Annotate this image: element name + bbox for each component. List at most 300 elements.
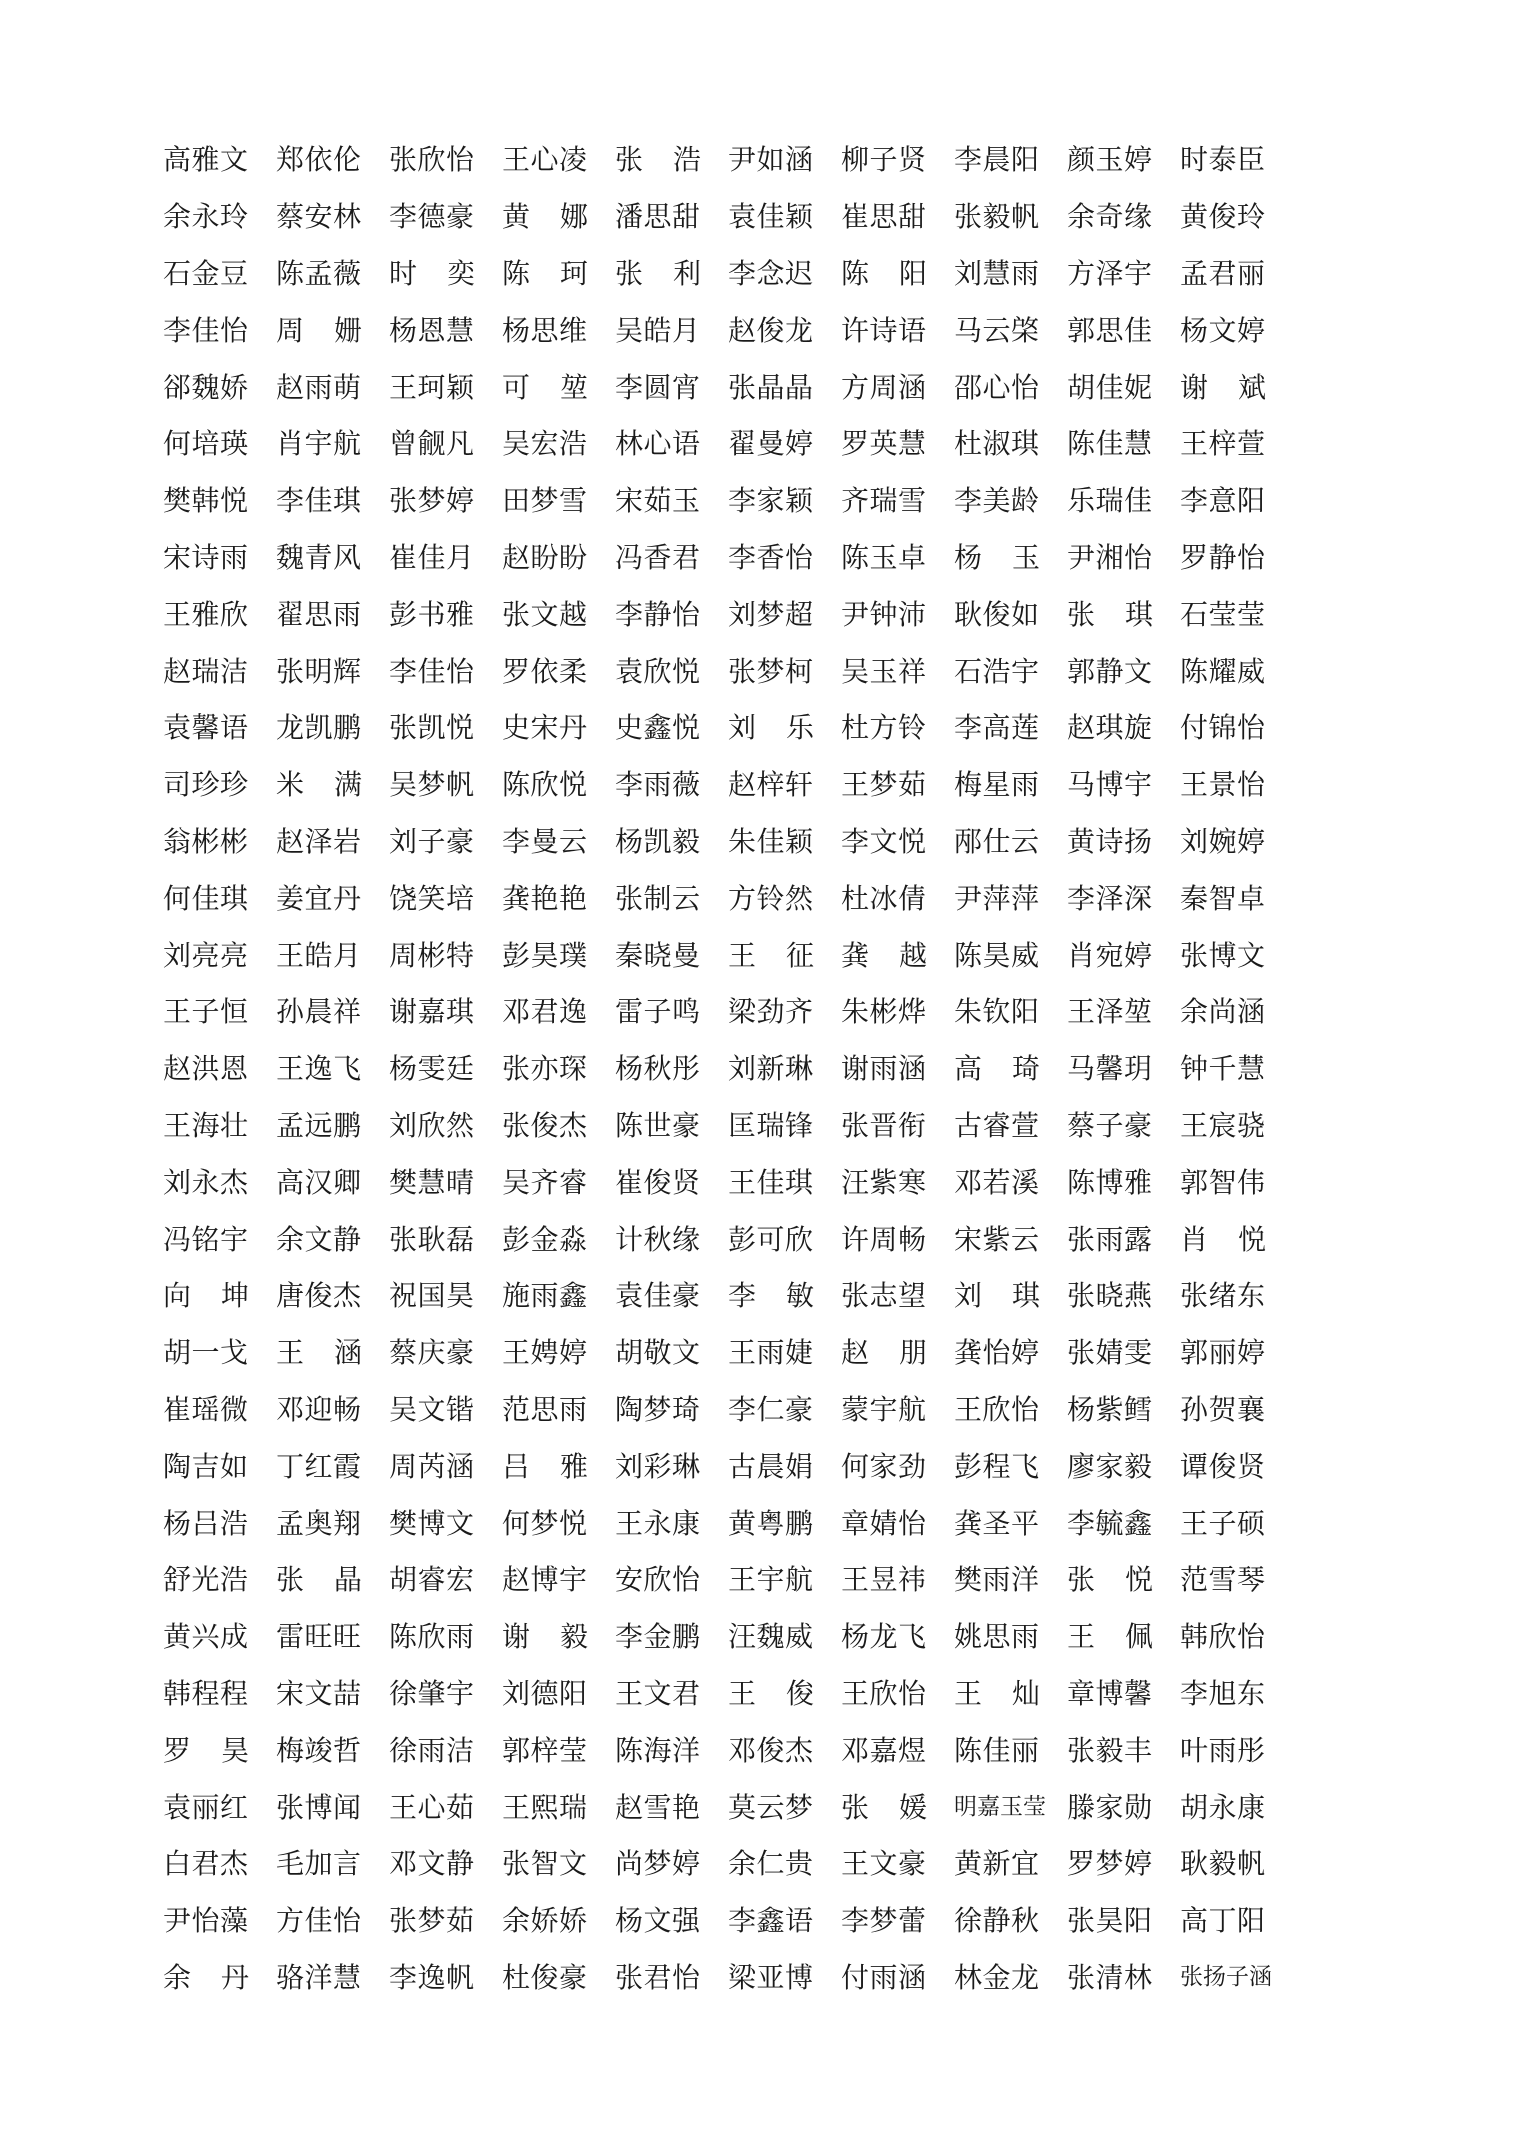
name-cell: 吴玉祥 bbox=[841, 654, 927, 688]
name-cell: 张昊阳 bbox=[1067, 1904, 1153, 1938]
name-cell: 邓迎畅 bbox=[276, 1392, 362, 1426]
name-cell: 刘欣然 bbox=[389, 1108, 475, 1142]
name-cell: 李佳琪 bbox=[276, 484, 362, 518]
name-cell: 杨龙飞 bbox=[841, 1620, 927, 1654]
name-cell: 肖悦 bbox=[1180, 1222, 1297, 1256]
name-cell: 袁丽红 bbox=[163, 1790, 249, 1824]
name-cell: 张媛 bbox=[841, 1790, 958, 1824]
name-cell: 袁馨语 bbox=[163, 711, 249, 745]
name-cell: 颜玉婷 bbox=[1067, 143, 1153, 177]
name-cell: 李泽深 bbox=[1067, 881, 1153, 915]
name-cell: 赵琪旋 bbox=[1067, 711, 1153, 745]
name-cell: 翟曼婷 bbox=[728, 427, 814, 461]
name-cell: 王心茹 bbox=[389, 1790, 475, 1824]
name-cell: 雷旺旺 bbox=[276, 1620, 362, 1654]
name-row bbox=[163, 1098, 1293, 1155]
name-cell: 范雪琴 bbox=[1180, 1563, 1266, 1597]
name-cell: 刘乐 bbox=[728, 711, 845, 745]
name-cell: 邓嘉煜 bbox=[841, 1733, 927, 1767]
name-cell: 石浩宇 bbox=[954, 654, 1040, 688]
name-cell: 尹钟沛 bbox=[841, 597, 927, 631]
name-row bbox=[163, 1609, 1293, 1666]
name-cell: 王宸骁 bbox=[1180, 1108, 1266, 1142]
name-cell: 尚梦婷 bbox=[615, 1847, 701, 1881]
name-cell: 高丁阳 bbox=[1180, 1904, 1266, 1938]
name-cell: 汪魏威 bbox=[728, 1620, 814, 1654]
name-cell: 张雨露 bbox=[1067, 1222, 1153, 1256]
name-cell: 李梦蕾 bbox=[841, 1904, 927, 1938]
name-cell: 孟远鹏 bbox=[276, 1108, 362, 1142]
name-cell: 邴仕云 bbox=[954, 824, 1040, 858]
name-cell: 王佩 bbox=[1067, 1620, 1184, 1654]
name-cell: 李美龄 bbox=[954, 484, 1040, 518]
name-cell: 肖宛婷 bbox=[1067, 938, 1153, 972]
name-cell: 刘梦超 bbox=[728, 597, 814, 631]
name-cell: 彭昊璞 bbox=[502, 938, 588, 972]
name-cell: 彭金淼 bbox=[502, 1222, 588, 1256]
name-cell: 王熙瑞 bbox=[502, 1790, 588, 1824]
name-cell: 罗依柔 bbox=[502, 654, 588, 688]
name-cell: 方佳怡 bbox=[276, 1904, 362, 1938]
name-cell: 罗梦婷 bbox=[1067, 1847, 1153, 1881]
name-cell: 杨思维 bbox=[502, 313, 588, 347]
name-cell: 冯香君 bbox=[615, 540, 701, 574]
name-cell: 王子硕 bbox=[1180, 1506, 1266, 1540]
name-cell: 刘永杰 bbox=[163, 1165, 249, 1199]
name-cell: 邓君逸 bbox=[502, 995, 588, 1029]
name-cell: 叶雨彤 bbox=[1180, 1733, 1266, 1767]
name-cell: 陶梦琦 bbox=[615, 1392, 701, 1426]
name-cell: 姜宜丹 bbox=[276, 881, 362, 915]
name-cell: 王昱祎 bbox=[841, 1563, 927, 1597]
name-cell: 明嘉玉莹 bbox=[954, 1794, 1046, 1820]
name-cell: 张君怡 bbox=[615, 1960, 701, 1994]
name-cell: 陶吉如 bbox=[163, 1449, 249, 1483]
name-cell: 方铃然 bbox=[728, 881, 814, 915]
name-cell: 刘彩琳 bbox=[615, 1449, 701, 1483]
name-cell: 吕雅 bbox=[502, 1449, 619, 1483]
name-cell: 龚怡婷 bbox=[954, 1336, 1040, 1370]
name-cell: 刘新琳 bbox=[728, 1052, 814, 1086]
name-cell: 蔡庆豪 bbox=[389, 1336, 475, 1370]
name-cell: 赵泽岩 bbox=[276, 824, 362, 858]
name-cell: 龚越 bbox=[841, 938, 958, 972]
name-cell: 何培瑛 bbox=[163, 427, 249, 461]
name-cell: 彭可欣 bbox=[728, 1222, 814, 1256]
name-cell: 陈耀威 bbox=[1180, 654, 1266, 688]
name-cell: 范思雨 bbox=[502, 1392, 588, 1426]
name-row bbox=[163, 1438, 1293, 1495]
name-cell: 齐瑞雪 bbox=[841, 484, 927, 518]
name-cell: 朱佳颖 bbox=[728, 824, 814, 858]
name-cell: 汪紫寒 bbox=[841, 1165, 927, 1199]
name-cell: 张耿磊 bbox=[389, 1222, 475, 1256]
name-cell: 张梦柯 bbox=[728, 654, 814, 688]
name-cell: 时泰臣 bbox=[1180, 143, 1266, 177]
name-cell: 王雅欣 bbox=[163, 597, 249, 631]
name-cell: 陈佳慧 bbox=[1067, 427, 1153, 461]
name-cell: 翟思雨 bbox=[276, 597, 362, 631]
name-cell: 彭书雅 bbox=[389, 597, 475, 631]
name-cell: 李雨薇 bbox=[615, 768, 701, 802]
name-cell: 杜淑琪 bbox=[954, 427, 1040, 461]
name-cell: 陈博雅 bbox=[1067, 1165, 1153, 1199]
name-row bbox=[163, 1154, 1293, 1211]
name-cell: 潘思甜 bbox=[615, 200, 701, 234]
name-cell: 梁劲齐 bbox=[728, 995, 814, 1029]
name-cell: 李念迟 bbox=[728, 256, 814, 290]
name-cell: 魏青风 bbox=[276, 540, 362, 574]
name-cell: 张毅帆 bbox=[954, 200, 1040, 234]
name-cell: 林心语 bbox=[615, 427, 701, 461]
name-cell: 宋诗雨 bbox=[163, 540, 249, 574]
name-cell: 陈海洋 bbox=[615, 1733, 701, 1767]
name-cell: 李金鹏 bbox=[615, 1620, 701, 1654]
name-cell: 李曼云 bbox=[502, 824, 588, 858]
name-cell: 石莹莹 bbox=[1180, 597, 1266, 631]
name-cell: 马博宇 bbox=[1067, 768, 1153, 802]
name-cell: 秦智卓 bbox=[1180, 881, 1266, 915]
name-cell: 樊慧晴 bbox=[389, 1165, 475, 1199]
name-cell: 王海壮 bbox=[163, 1108, 249, 1142]
name-cell: 余娇娇 bbox=[502, 1904, 588, 1938]
name-cell: 何佳琪 bbox=[163, 881, 249, 915]
name-cell: 王泽堃 bbox=[1067, 995, 1153, 1029]
name-cell: 张博文 bbox=[1180, 938, 1266, 972]
name-cell: 白君杰 bbox=[163, 1847, 249, 1881]
name-cell: 饶笑培 bbox=[389, 881, 475, 915]
name-cell: 宋茹玉 bbox=[615, 484, 701, 518]
name-cell: 张晓燕 bbox=[1067, 1279, 1153, 1313]
name-cell: 王佳琪 bbox=[728, 1165, 814, 1199]
name-row bbox=[163, 586, 1293, 643]
name-cell: 田梦雪 bbox=[502, 484, 588, 518]
name-cell: 祝国昊 bbox=[389, 1279, 475, 1313]
name-cell: 李逸帆 bbox=[389, 1960, 475, 1994]
name-cell: 李毓鑫 bbox=[1067, 1506, 1153, 1540]
name-cell: 梁亚博 bbox=[728, 1960, 814, 1994]
name-cell: 郭丽婷 bbox=[1180, 1336, 1266, 1370]
name-cell: 张制云 bbox=[615, 881, 701, 915]
name-cell: 孟奥翔 bbox=[276, 1506, 362, 1540]
name-cell: 韩程程 bbox=[163, 1676, 249, 1710]
name-cell: 余文静 bbox=[276, 1222, 362, 1256]
name-cell: 刘子豪 bbox=[389, 824, 475, 858]
name-cell: 周姗 bbox=[276, 313, 393, 347]
name-cell: 宋紫云 bbox=[954, 1222, 1040, 1256]
name-cell: 秦晓曼 bbox=[615, 938, 701, 972]
name-cell: 可堃 bbox=[502, 370, 619, 404]
name-cell: 樊雨洋 bbox=[954, 1563, 1040, 1597]
name-cell: 崔思甜 bbox=[841, 200, 927, 234]
name-row bbox=[163, 1495, 1293, 1552]
name-cell: 余丹 bbox=[163, 1960, 280, 1994]
name-cell: 张晶 bbox=[276, 1563, 393, 1597]
name-cell: 李晨阳 bbox=[954, 143, 1040, 177]
name-cell: 王永康 bbox=[615, 1506, 701, 1540]
name-cell: 刘琪 bbox=[954, 1279, 1071, 1313]
name-cell: 崔瑶微 bbox=[163, 1392, 249, 1426]
name-cell: 司珍珍 bbox=[163, 768, 249, 802]
name-cell: 章博馨 bbox=[1067, 1676, 1153, 1710]
name-row bbox=[163, 643, 1293, 700]
name-cell: 史宋丹 bbox=[502, 711, 588, 745]
name-cell: 谭俊贤 bbox=[1180, 1449, 1266, 1483]
name-cell: 马馨玥 bbox=[1067, 1052, 1153, 1086]
name-cell: 张俊杰 bbox=[502, 1108, 588, 1142]
name-cell: 李敏 bbox=[728, 1279, 845, 1313]
name-row bbox=[163, 927, 1293, 984]
name-cell: 吴文锴 bbox=[389, 1392, 475, 1426]
name-cell: 翁彬彬 bbox=[163, 824, 249, 858]
name-cell: 尹如涵 bbox=[728, 143, 814, 177]
name-cell: 何梦悦 bbox=[502, 1506, 588, 1540]
name-cell: 谢嘉琪 bbox=[389, 995, 475, 1029]
name-cell: 陈阳 bbox=[841, 256, 958, 290]
name-cell: 龙凯鹏 bbox=[276, 711, 362, 745]
name-cell: 王娉婷 bbox=[502, 1336, 588, 1370]
name-cell: 崔俊贤 bbox=[615, 1165, 701, 1199]
name-cell: 赵雨萌 bbox=[276, 370, 362, 404]
name-cell: 宋文喆 bbox=[276, 1676, 362, 1710]
name-cell: 高琦 bbox=[954, 1052, 1071, 1086]
name-cell: 杨吕浩 bbox=[163, 1506, 249, 1540]
name-cell: 张毅丰 bbox=[1067, 1733, 1153, 1767]
name-cell: 龚艳艳 bbox=[502, 881, 588, 915]
name-cell: 刘慧雨 bbox=[954, 256, 1040, 290]
name-cell: 杨雯廷 bbox=[389, 1052, 475, 1086]
name-cell: 林金龙 bbox=[954, 1960, 1040, 1994]
name-cell: 余永玲 bbox=[163, 200, 249, 234]
name-cell: 赵博宇 bbox=[502, 1563, 588, 1597]
name-row bbox=[163, 814, 1293, 871]
name-cell: 曾觎凡 bbox=[389, 427, 475, 461]
name-cell: 张梦茹 bbox=[389, 1904, 475, 1938]
name-cell: 罗英慧 bbox=[841, 427, 927, 461]
name-cell: 黄俊玲 bbox=[1180, 200, 1266, 234]
name-cell: 王皓月 bbox=[276, 938, 362, 972]
name-row bbox=[163, 1779, 1293, 1836]
name-cell: 史鑫悦 bbox=[615, 711, 701, 745]
name-cell: 杜方铃 bbox=[841, 711, 927, 745]
name-cell: 李意阳 bbox=[1180, 484, 1266, 518]
name-cell: 王欣怡 bbox=[954, 1392, 1040, 1426]
name-cell: 胡佳妮 bbox=[1067, 370, 1153, 404]
name-cell: 陈欣雨 bbox=[389, 1620, 475, 1654]
name-cell: 郑依伦 bbox=[276, 143, 362, 177]
name-cell: 王雨婕 bbox=[728, 1336, 814, 1370]
name-cell: 黄粤鹏 bbox=[728, 1506, 814, 1540]
name-cell: 李仁豪 bbox=[728, 1392, 814, 1426]
name-cell: 袁佳颖 bbox=[728, 200, 814, 234]
name-cell: 耿毅帆 bbox=[1180, 1847, 1266, 1881]
name-cell: 杨恩慧 bbox=[389, 313, 475, 347]
name-cell: 赵盼盼 bbox=[502, 540, 588, 574]
name-cell: 赵朋 bbox=[841, 1336, 958, 1370]
name-cell: 赵雪艳 bbox=[615, 1790, 701, 1824]
name-cell: 孟君丽 bbox=[1180, 256, 1266, 290]
name-cell: 袁欣悦 bbox=[615, 654, 701, 688]
name-cell: 张文越 bbox=[502, 597, 588, 631]
name-cell: 周芮涵 bbox=[389, 1449, 475, 1483]
name-cell: 方周涵 bbox=[841, 370, 927, 404]
name-cell: 朱钦阳 bbox=[954, 995, 1040, 1029]
name-cell: 胡睿宏 bbox=[389, 1563, 475, 1597]
name-cell: 张晋衔 bbox=[841, 1108, 927, 1142]
name-cell: 张凯悦 bbox=[389, 711, 475, 745]
name-cell: 杨凯毅 bbox=[615, 824, 701, 858]
name-cell: 王征 bbox=[728, 938, 845, 972]
name-cell: 张清林 bbox=[1067, 1960, 1153, 1994]
name-row bbox=[163, 984, 1293, 1041]
name-cell: 谢毅 bbox=[502, 1620, 619, 1654]
name-cell: 陈玉卓 bbox=[841, 540, 927, 574]
name-cell: 赵瑞洁 bbox=[163, 654, 249, 688]
name-cell: 张琪 bbox=[1067, 597, 1184, 631]
name-cell: 钟千慧 bbox=[1180, 1052, 1266, 1086]
name-cell: 杨文强 bbox=[615, 1904, 701, 1938]
name-cell: 余仁贵 bbox=[728, 1847, 814, 1881]
name-cell: 徐静秋 bbox=[954, 1904, 1040, 1938]
name-cell: 胡敬文 bbox=[615, 1336, 701, 1370]
name-cell: 马云棨 bbox=[954, 313, 1040, 347]
name-cell: 黄新宜 bbox=[954, 1847, 1040, 1881]
name-cell: 王俊 bbox=[728, 1676, 845, 1710]
name-cell: 石金豆 bbox=[163, 256, 249, 290]
name-cell: 蔡子豪 bbox=[1067, 1108, 1153, 1142]
name-cell: 唐俊杰 bbox=[276, 1279, 362, 1313]
name-cell: 张绪东 bbox=[1180, 1279, 1266, 1313]
name-cell: 古晨娟 bbox=[728, 1449, 814, 1483]
name-cell: 邓俊杰 bbox=[728, 1733, 814, 1767]
name-cell: 吴梦帆 bbox=[389, 768, 475, 802]
name-cell: 刘德阳 bbox=[502, 1676, 588, 1710]
name-row bbox=[163, 1041, 1293, 1098]
name-cell: 李文悦 bbox=[841, 824, 927, 858]
name-cell: 米满 bbox=[276, 768, 393, 802]
name-cell: 罗静怡 bbox=[1180, 540, 1266, 574]
name-cell: 赵俊龙 bbox=[728, 313, 814, 347]
name-cell: 匡瑞锋 bbox=[728, 1108, 814, 1142]
name-cell: 廖家毅 bbox=[1067, 1449, 1153, 1483]
name-cell: 张利 bbox=[615, 256, 732, 290]
name-cell: 罗昊 bbox=[163, 1733, 280, 1767]
name-cell: 滕家勋 bbox=[1067, 1790, 1153, 1824]
name-cell: 尹怡藻 bbox=[163, 1904, 249, 1938]
name-cell: 郭智伟 bbox=[1180, 1165, 1266, 1199]
name-cell: 时奕 bbox=[389, 256, 506, 290]
name-cell: 邵心怡 bbox=[954, 370, 1040, 404]
name-row bbox=[163, 189, 1293, 246]
name-cell: 王欣怡 bbox=[841, 1676, 927, 1710]
name-row bbox=[163, 1552, 1293, 1609]
name-cell: 胡一戈 bbox=[163, 1336, 249, 1370]
name-cell: 刘婉婷 bbox=[1180, 824, 1266, 858]
name-cell: 高雅文 bbox=[163, 143, 249, 177]
name-cell: 陈佳丽 bbox=[954, 1733, 1040, 1767]
name-cell: 崔佳月 bbox=[389, 540, 475, 574]
name-cell: 邓若溪 bbox=[954, 1165, 1040, 1199]
name-cell: 陈珂 bbox=[502, 256, 619, 290]
name-cell: 骆洋慧 bbox=[276, 1960, 362, 1994]
name-row bbox=[163, 1382, 1293, 1439]
name-cell: 黄诗扬 bbox=[1067, 824, 1153, 858]
name-cell: 徐肇宇 bbox=[389, 1676, 475, 1710]
name-cell: 邓文静 bbox=[389, 1847, 475, 1881]
name-row bbox=[163, 1268, 1293, 1325]
name-cell: 柳子贤 bbox=[841, 143, 927, 177]
name-row bbox=[163, 132, 1293, 189]
name-cell: 黄娜 bbox=[502, 200, 619, 234]
name-cell: 彭程飞 bbox=[954, 1449, 1040, 1483]
name-cell: 张欣怡 bbox=[389, 143, 475, 177]
name-cell: 王文豪 bbox=[841, 1847, 927, 1881]
name-cell: 杜冰倩 bbox=[841, 881, 927, 915]
name-cell: 耿俊如 bbox=[954, 597, 1040, 631]
name-cell: 计秋缘 bbox=[615, 1222, 701, 1256]
name-row bbox=[163, 359, 1297, 416]
name-cell: 舒光浩 bbox=[163, 1563, 249, 1597]
name-cell: 陈世豪 bbox=[615, 1108, 701, 1142]
name-cell: 丁红霞 bbox=[276, 1449, 362, 1483]
name-cell: 余尚涵 bbox=[1180, 995, 1266, 1029]
name-cell: 安欣怡 bbox=[615, 1563, 701, 1597]
name-cell: 张晶晶 bbox=[728, 370, 814, 404]
name-cell: 古睿萱 bbox=[954, 1108, 1040, 1142]
name-cell: 李德豪 bbox=[389, 200, 475, 234]
name-cell: 雷子鸣 bbox=[615, 995, 701, 1029]
name-cell: 杨文婷 bbox=[1180, 313, 1266, 347]
name-row bbox=[163, 1836, 1293, 1893]
name-cell: 胡永康 bbox=[1180, 1790, 1266, 1824]
name-cell: 高汉卿 bbox=[276, 1165, 362, 1199]
name-cell: 李香怡 bbox=[728, 540, 814, 574]
name-cell: 付雨涵 bbox=[841, 1960, 927, 1994]
name-cell: 张明辉 bbox=[276, 654, 362, 688]
name-cell: 杨玉 bbox=[954, 540, 1071, 574]
name-row bbox=[163, 530, 1293, 587]
name-cell: 张浩 bbox=[615, 143, 732, 177]
name-cell: 张扬子涵 bbox=[1180, 1964, 1272, 1991]
name-row bbox=[163, 1325, 1293, 1382]
name-cell: 梅星雨 bbox=[954, 768, 1040, 802]
name-cell: 王宇航 bbox=[728, 1563, 814, 1597]
name-cell: 方泽宇 bbox=[1067, 256, 1153, 290]
name-cell: 毛加言 bbox=[276, 1847, 362, 1881]
name-row bbox=[163, 246, 1293, 303]
name-cell: 张亦琛 bbox=[502, 1052, 588, 1086]
name-cell: 王梓萱 bbox=[1180, 427, 1266, 461]
name-cell: 徐雨洁 bbox=[389, 1733, 475, 1767]
name-cell: 尹湘怡 bbox=[1067, 540, 1153, 574]
name-cell: 陈欣悦 bbox=[502, 768, 588, 802]
name-cell: 樊博文 bbox=[389, 1506, 475, 1540]
name-cell: 谢斌 bbox=[1180, 370, 1297, 404]
name-row bbox=[163, 870, 1293, 927]
name-cell: 李佳怡 bbox=[163, 313, 249, 347]
name-cell: 韩欣怡 bbox=[1180, 1620, 1266, 1654]
name-cell: 陈孟薇 bbox=[276, 256, 362, 290]
name-cell: 章婧怡 bbox=[841, 1506, 927, 1540]
name-cell: 吴皓月 bbox=[615, 313, 701, 347]
name-cell: 乐瑞佳 bbox=[1067, 484, 1153, 518]
name-row bbox=[163, 416, 1293, 473]
name-row bbox=[163, 1666, 1293, 1723]
name-cell: 赵洪恩 bbox=[163, 1052, 249, 1086]
name-cell: 尹萍萍 bbox=[954, 881, 1040, 915]
name-row bbox=[163, 757, 1293, 814]
name-row bbox=[163, 302, 1293, 359]
